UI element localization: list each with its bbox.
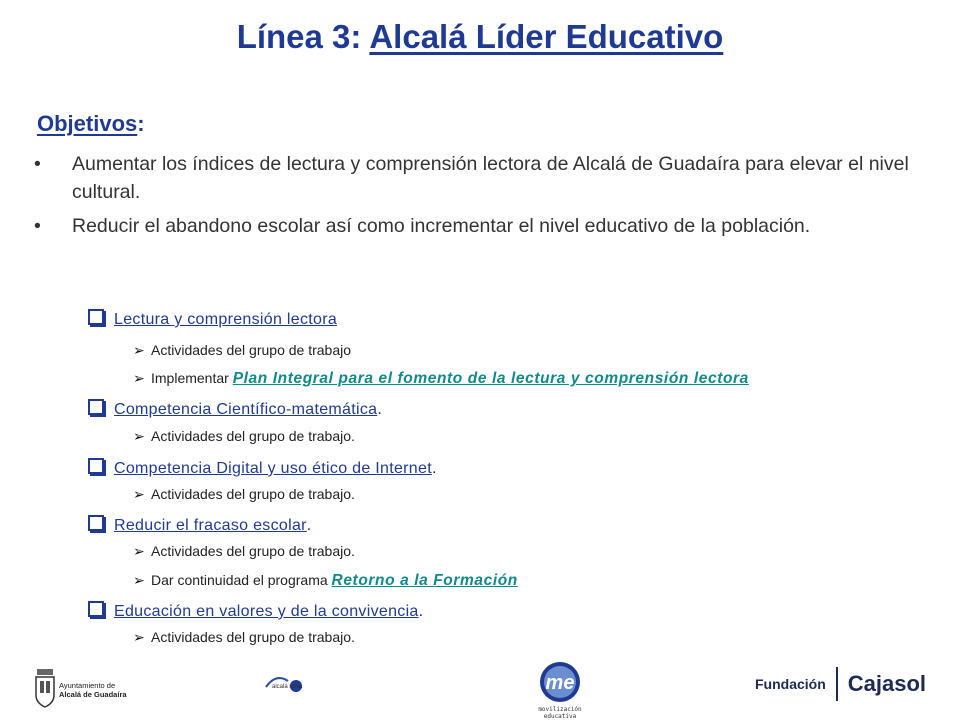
subitem-text: Actividades del grupo de trabajo. (151, 428, 355, 444)
plan-integral-link[interactable]: Plan Integral para el fomento de la lectura y comprensión lectora (232, 370, 749, 387)
subitem (133, 629, 355, 646)
subitem-text: Actividades del grupo de trabajo (151, 342, 352, 358)
item-valores-link[interactable]: Educación en valores y de la convivencia (114, 603, 419, 620)
arrow-bullet-icon: ➢ (133, 543, 145, 559)
objectives-list (34, 150, 914, 246)
ayuntamiento-logo (34, 667, 127, 716)
bullet-dot-icon: • (34, 153, 41, 175)
alcala-nova-text: alcalá nova (272, 684, 303, 690)
subitem (133, 486, 355, 503)
title-prefix: Línea 3: (236, 18, 370, 55)
item-valores (88, 601, 423, 621)
movilizacion-educativa-logo (530, 660, 590, 720)
logo-separator (836, 667, 838, 701)
title-link[interactable]: Alcalá Líder Educativo (369, 18, 724, 55)
coat-of-arms-icon (34, 667, 56, 711)
subitem-text: Actividades del grupo de trabajo. (151, 629, 355, 645)
subitem (133, 572, 518, 590)
checkbox-bullet-icon (88, 458, 104, 474)
arrow-bullet-icon: ➢ (133, 572, 145, 588)
subitem-text: Dar continuidad el programa (151, 572, 332, 588)
item-fracaso (88, 515, 311, 535)
subitem (133, 370, 749, 388)
objectives-colon: : (137, 111, 145, 136)
movilizacion-caption (530, 706, 590, 720)
footer-logos (0, 655, 960, 720)
subitem-text: Implementar (151, 370, 233, 386)
ayuntamiento-line2: Alcalá de Guadaíra (59, 690, 127, 699)
svg-text:me: me (545, 672, 575, 694)
item-suffix: . (377, 401, 382, 418)
subitem (133, 342, 351, 359)
fundacion-text: Fundación (755, 676, 826, 692)
fundacion-cajasol-logo (755, 667, 926, 701)
ayuntamiento-text (59, 681, 127, 699)
subitem-text: Actividades del grupo de trabajo. (151, 543, 355, 559)
item-lectura-link[interactable]: Lectura y comprensión lectora (114, 311, 338, 328)
checkbox-bullet-icon (88, 515, 104, 531)
item-digital (88, 458, 436, 478)
cajasol-text: Cajasol (847, 671, 927, 696)
slide-title (0, 18, 960, 56)
objective-text: Aumentar los índices de lectura y comprensión lectora de Alcalá de Guadaíra para elevar el nivel cultural. (72, 153, 909, 203)
item-cientifico (88, 399, 382, 419)
checkbox-bullet-icon (88, 399, 104, 415)
alcala-nova-logo (262, 673, 308, 704)
arrow-bullet-icon: ➢ (133, 428, 145, 444)
movilizacion-line1: movilización (538, 706, 582, 713)
item-digital-link[interactable]: Competencia Digital y uso ético de Internet (114, 460, 432, 477)
objectives-label: Objetivos (37, 111, 138, 136)
subitem (133, 428, 355, 445)
item-suffix: . (418, 603, 424, 620)
bullet-dot-icon: • (34, 215, 41, 237)
objective-item (34, 212, 914, 240)
item-fracaso-link[interactable]: Reducir el fracaso escolar (114, 517, 307, 534)
me-logo-icon (530, 660, 590, 706)
item-suffix: . (431, 460, 437, 477)
arrow-bullet-icon: ➢ (133, 486, 145, 502)
movilizacion-line2: educativa (543, 713, 577, 720)
subitem-text: Actividades del grupo de trabajo. (151, 486, 355, 502)
arrow-bullet-icon: ➢ (133, 629, 145, 645)
checkbox-bullet-icon (88, 309, 104, 325)
item-lectura (88, 309, 337, 329)
objective-item (34, 150, 914, 206)
objectives-heading (37, 111, 145, 137)
objective-text: Reducir el abandono escolar así como incrementar el nivel educativo de la población. (72, 215, 811, 237)
checkbox-bullet-icon (88, 601, 104, 617)
item-cientifico-link[interactable]: Competencia Científico-matemática (114, 401, 378, 418)
item-suffix: . (306, 517, 312, 534)
arrow-bullet-icon: ➢ (133, 370, 145, 386)
ayuntamiento-line1: Ayuntamiento de (59, 681, 116, 690)
subitem (133, 543, 355, 560)
arrow-bullet-icon: ➢ (133, 342, 145, 358)
retorno-formacion-link[interactable]: Retorno a la Formación (331, 572, 518, 589)
